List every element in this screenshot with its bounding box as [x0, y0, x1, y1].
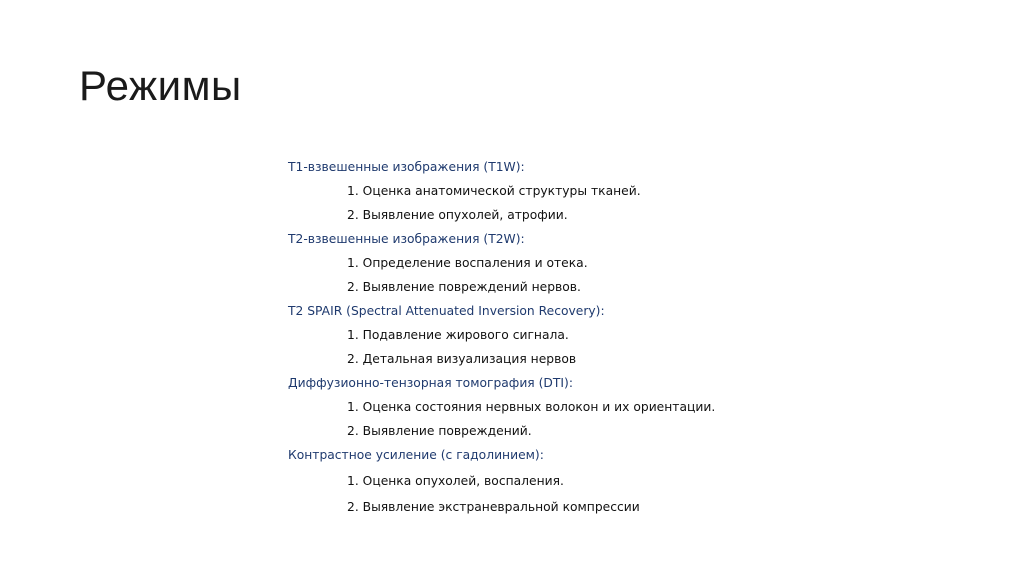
slide-title: Режимы — [79, 62, 242, 109]
list-item: 1. Оценка анатомической структуры тканей. — [347, 184, 641, 198]
section-heading: T1-взвешенные изображения (T1W): — [288, 160, 525, 174]
section-heading: T2 SPAIR (Spectral Attenuated Inversion Recovery): — [288, 304, 605, 318]
list-item: 2. Выявление повреждений. — [347, 424, 532, 438]
list-item: 1. Оценка состояния нервных волокон и их ориентации. — [347, 400, 716, 414]
list-item: 2. Детальная визуализация нервов — [347, 352, 577, 366]
section-heading: Контрастное усиление (с гадолинием): — [288, 448, 544, 462]
list-item: 1. Определение воспаления и отека. — [347, 256, 588, 270]
list-item: 1. Оценка опухолей, воспаления. — [347, 474, 564, 488]
section-heading: Диффузионно-тензорная томография (DTI): — [288, 376, 573, 390]
list-item: 1. Подавление жирового сигнала. — [347, 328, 569, 342]
list-item: 2. Выявление повреждений нервов. — [347, 280, 581, 294]
section-heading: T2-взвешенные изображения (T2W): — [288, 232, 525, 246]
list-item: 2. Выявление опухолей, атрофии. — [347, 208, 568, 222]
list-item: 2. Выявление экстраневральной компрессии — [347, 500, 640, 514]
